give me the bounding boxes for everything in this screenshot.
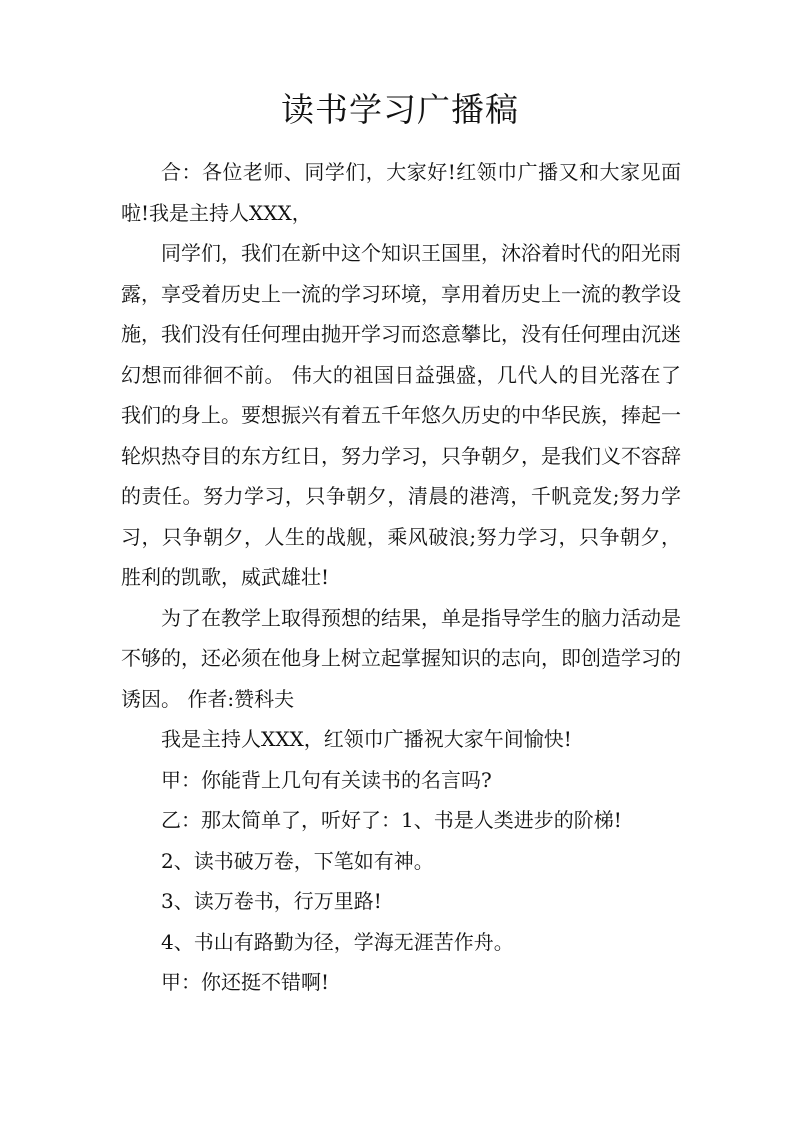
paragraph-dialogue-a-praise: 甲：你还挺不错啊! (161, 970, 330, 994)
paragraph-quote-zankov: 为了在教学上取得预想的结果，单是指导学生的脑力活动是不够的，还必须在他身上树立起掌握知识的志向，即创造学习的诱因。 作者:赞科夫 (121, 605, 681, 711)
paragraph-host-wishes: 我是主持人XXX，红领巾广播祝大家午间愉快! (161, 727, 572, 751)
paragraph-dialogue-b-answer: 乙：那太简单了，听好了：1、书是人类进步的阶梯! (161, 808, 622, 832)
paragraph-dialogue-a-question: 甲：你能背上几句有关读书的名言吗? (161, 767, 492, 792)
paragraph-quote-4: 4、书山有路勤为径，学海无涯苦作舟。 (161, 929, 514, 954)
paragraph-quote-2: 2、读书破万卷，下笔如有神。 (161, 848, 434, 873)
paragraph-quote-3: 3、读万卷书，行万里路! (161, 889, 382, 913)
paragraph-greeting: 合：各位老师、同学们，大家好!红领巾广播又和大家见面啦!我是主持人XXX， (121, 160, 681, 225)
document-body (121, 152, 681, 1003)
document-title: 读书学习广播稿 (281, 90, 519, 129)
paragraph-study-motivation: 同学们，我们在新中这个知识王国里，沐浴着时代的阳光雨露，享受着历史上一流的学习环境，享用着历史上一流的教学设施，我们没有任何理由抛开学习而恣意攀比，没有任何理由沉迷幻想而徘徊不前。 伟大的祖国日益强盛，几代人的目光落在了我们的身上。要想振兴有着五千年悠久历史的中华民族，捧起一轮炽热夺目的东方红日，努力学习，只争朝夕，是我们义不容辞的责任。努力学习，只争朝夕，清晨的港湾，千帆竞发;努力学习，只争朝夕，人生的战舰，乘风破浪;努力学习，只争朝夕，胜利的凯歌，威武雄壮! (121, 241, 681, 589)
